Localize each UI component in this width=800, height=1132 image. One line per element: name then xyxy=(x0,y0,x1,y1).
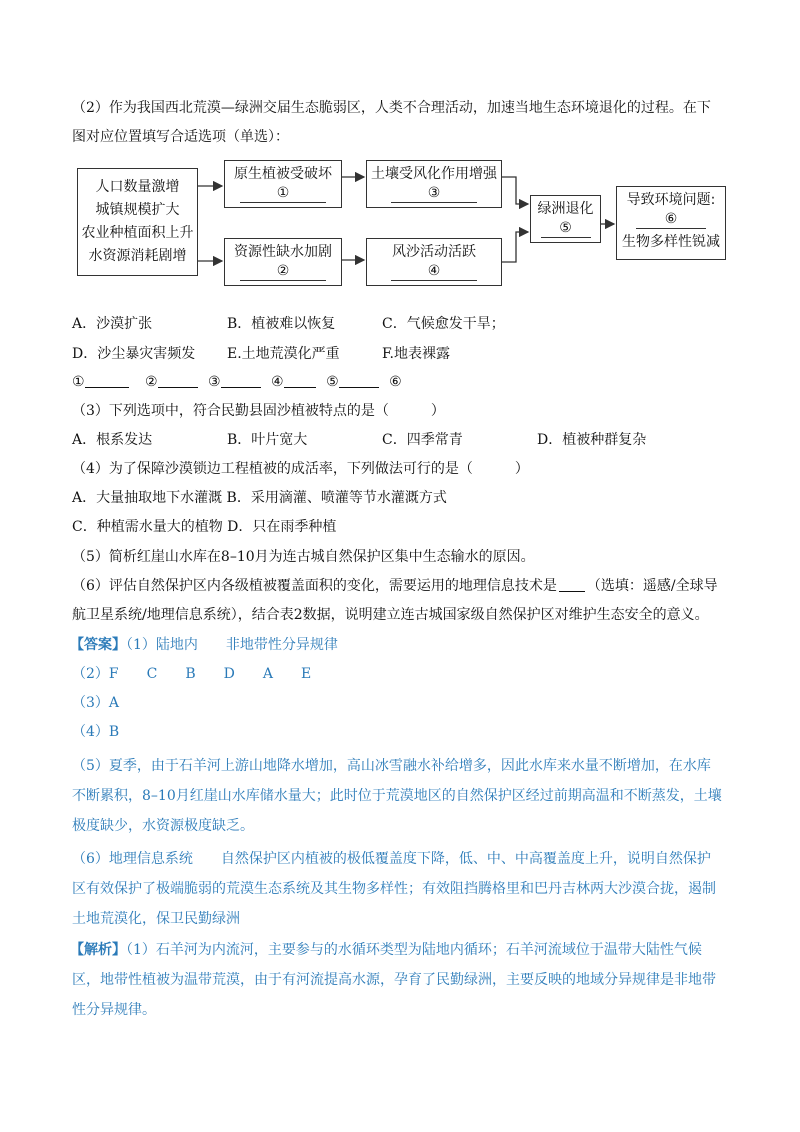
arrow-3-to-5 xyxy=(502,177,528,204)
box-3-num: ③ xyxy=(391,184,477,203)
answer-5-line1: （5）夏季，由于石羊河上游山地降水增加，高山冰雪融水补给增多，因此水库来水量不断增加，在水库 xyxy=(72,758,711,774)
causes-box xyxy=(77,168,198,276)
analysis-line-1 xyxy=(70,940,702,960)
answer-4: （4）B xyxy=(72,724,120,740)
box-1-num: ① xyxy=(240,184,326,203)
q4-options-row1: A．大量抽取地下水灌溉 B．采用滴灌、喷灌等节水灌溉方式 xyxy=(72,490,447,506)
analysis-2: 区，地带性植被为温带荒漠，由于有河流提高水源，孕育了民勤绿洲，主要反映的地域分异规律是非地带 xyxy=(72,972,716,988)
blank-5[interactable] xyxy=(339,373,379,388)
option-e: E.土地荒漠化严重 xyxy=(227,346,340,362)
q6-line2: 航卫星系统/地理信息系统），结合表2数据，说明建立连古城国家级自然保护区对维护生态安全的意义。 xyxy=(72,607,709,623)
blank-3-label: ③ xyxy=(208,374,221,390)
box-4 xyxy=(366,238,502,286)
arrow-4-to-5 xyxy=(502,232,528,262)
blanks-row xyxy=(72,372,402,392)
q6-line1-part1: （6）评估自然保护区内各级植被覆盖面积的变化，需要运用的地理信息技术是 xyxy=(72,578,557,594)
answer-6-line1: （6）地理信息系统 自然保护区内植被的极低覆盖度下降，低、中、中高覆盖度上升，说明自然保护 xyxy=(72,851,711,867)
blank-2-label: ② xyxy=(145,374,158,390)
answer-6-line2: 区有效保护了极端脆弱的荒漠生态系统及其生物多样性；有效阻挡腾格里和巴丹吉林两大沙漠合拢，遏制 xyxy=(72,881,716,897)
q4-options-row2: C．种植需水量大的植物 D．只在雨季种植 xyxy=(72,519,337,535)
option-a: A．沙漠扩张 xyxy=(72,316,153,332)
q2-stem-line1: （2）作为我国西北荒漠—绿洲交届生态脆弱区，人类不合理活动，加速当地生态环境退化的过程。在下 xyxy=(72,100,711,116)
box-2-text: 资源性缺水加剧 xyxy=(234,244,332,260)
answer-5-line2: 不断累积，8–10月红崖山水库储水量大；此时位于荒漠地区的自然保护区经过前期高温和不断蒸发，土壤 xyxy=(72,788,722,804)
analysis-3: 性分异规律。 xyxy=(72,1002,156,1018)
q6-line1-part2: （选填：遥感/全球导 xyxy=(586,578,718,594)
box-1-text: 原生植被受破坏 xyxy=(234,166,332,182)
box-6-text1: 导致环境问题: xyxy=(626,192,716,208)
blank-4[interactable] xyxy=(284,373,316,388)
q6-blank[interactable] xyxy=(559,577,585,592)
box-2 xyxy=(224,238,342,286)
box-5-text: 绿洲退化 xyxy=(537,201,594,217)
q2-stem-line2: 图对应位置填写合适选项（单选）： xyxy=(72,129,289,145)
box-5-num: ⑤ xyxy=(541,219,591,238)
box-6 xyxy=(616,186,726,260)
box-6-text2: 生物多样性锐减 xyxy=(622,234,720,250)
blank-6-label: ⑥ xyxy=(389,374,402,390)
q3-stem: （3）下列选项中，符合民勤县固沙植被特点的是（ ） xyxy=(72,403,445,419)
blank-1-label: ① xyxy=(72,374,85,390)
answer-6-line3: 土地荒漠化，保卫民勤绿洲 xyxy=(72,911,240,927)
q3-option-d: D．植被种群复杂 xyxy=(537,432,647,448)
option-c: C．气候愈发干旱； xyxy=(382,316,505,332)
box-1 xyxy=(224,160,342,208)
cause-4: 水资源消耗剧增 xyxy=(88,248,187,264)
answer-1: （1）陆地内 非地带性分异规律 xyxy=(126,637,338,653)
blank-1[interactable] xyxy=(85,373,129,388)
box-2-num: ② xyxy=(240,262,326,281)
option-b: B．植被难以恢复 xyxy=(227,316,336,332)
analysis-1: （1）石羊河为内流河，主要参与的水循环类型为陆地内循环；石羊河流域位于温带大陆性气候 xyxy=(126,942,702,958)
blank-5-label: ⑤ xyxy=(326,374,339,390)
blank-3[interactable] xyxy=(221,373,261,388)
answer-3: （3）A xyxy=(72,695,120,711)
analysis-tag: 【解析】 xyxy=(70,942,126,958)
box-4-num: ④ xyxy=(391,262,477,281)
box-5 xyxy=(530,195,601,243)
option-f: F.地表裸露 xyxy=(382,346,450,362)
answer-5-line3: 极度缺少，水资源极度缺乏。 xyxy=(72,818,254,834)
cause-3: 农业种植面积上升 xyxy=(81,225,194,241)
answer-tag: 【答案】 xyxy=(70,637,126,653)
box-6-num: ⑥ xyxy=(636,210,706,229)
q3-option-a: A．根系发达 xyxy=(72,432,153,448)
box-4-text: 风沙活动活跃 xyxy=(392,244,476,260)
q3-option-c: C．四季常青 xyxy=(382,432,463,448)
answer-2: （2）F C B D A E xyxy=(72,666,312,682)
blank-4-label: ④ xyxy=(271,374,284,390)
box-3-text: 土壤受风化作用增强 xyxy=(371,166,497,182)
blank-2[interactable] xyxy=(158,373,198,388)
q3-option-b: B．叶片宽大 xyxy=(227,432,308,448)
q5-stem: （5）简析红崖山水库在8–10月为连古城自然保护区集中生态输水的原因。 xyxy=(72,549,535,565)
box-3 xyxy=(366,160,502,208)
q6-line1 xyxy=(72,576,718,596)
answer-line-1 xyxy=(70,635,338,655)
option-d: D．沙尘暴灾害频发 xyxy=(72,346,196,362)
cause-2: 城镇规模扩大 xyxy=(95,202,180,218)
cause-1: 人口数量激增 xyxy=(95,179,180,195)
q4-stem: （4）为了保障沙漠锁边工程植被的成活率，下列做法可行的是（ ） xyxy=(72,461,529,477)
